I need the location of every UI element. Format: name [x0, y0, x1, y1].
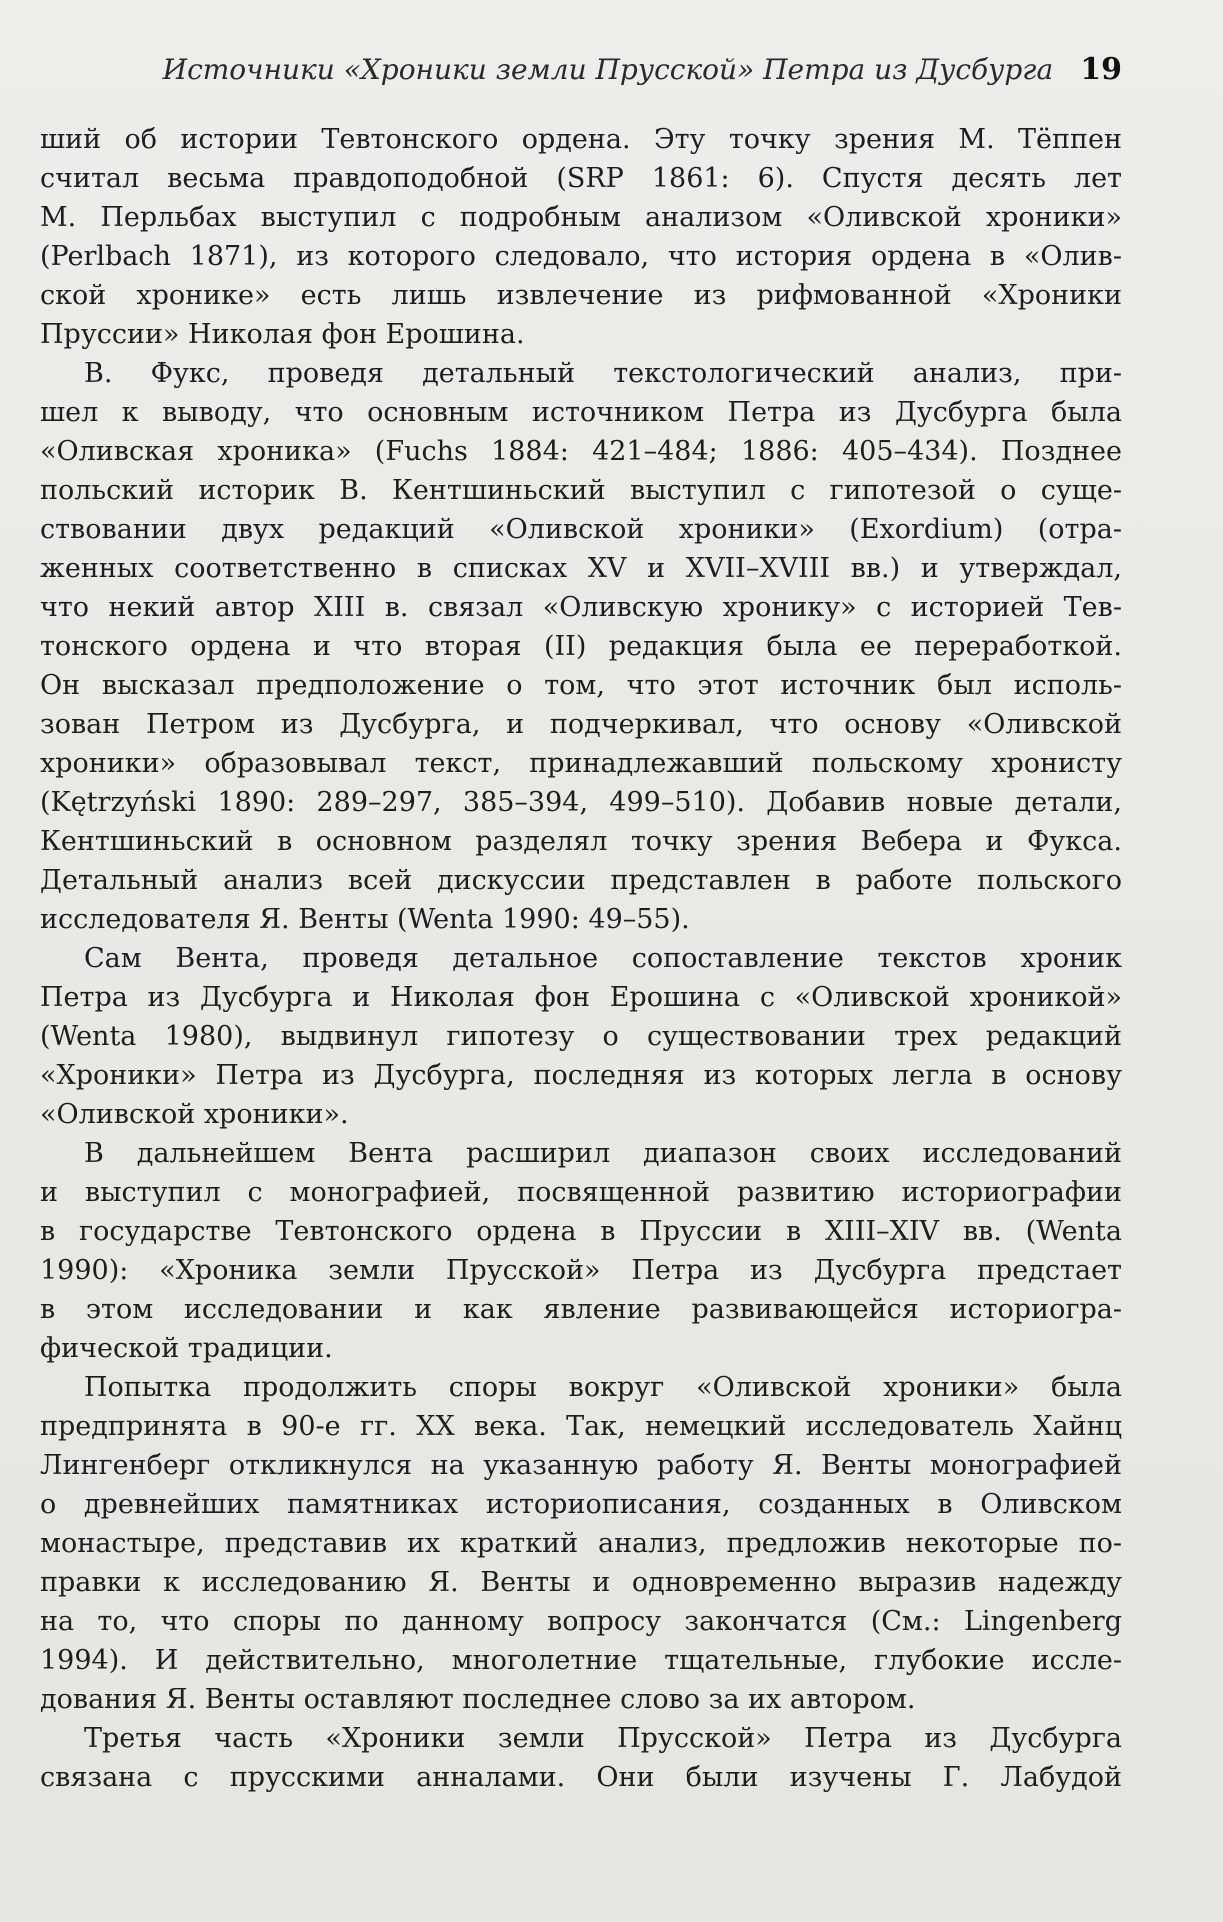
text-line: ший об истории Тевтонского ордена. Эту точку зрения М. Тёппен	[40, 124, 1122, 155]
text-line: «Хроники» Петра из Дусбурга, последняя из которых легла в основу	[40, 1060, 1122, 1091]
text-line: В. Фукс, проведя детальный текстологический анализ, при-	[84, 358, 1122, 389]
text-line: Кентшиньский в основном разделял точку зрения Вебера и Фукса.	[40, 826, 1122, 857]
body-text	[40, 120, 1122, 1797]
paragraph	[40, 1134, 1122, 1368]
text-line: шел к выводу, что основным источником Петра из Дусбурга была	[40, 397, 1122, 428]
text-line: польский историк В. Кентшиньский выступил с гипотезой о суще-	[40, 475, 1122, 506]
text-line: предпринята в 90-е гг. XX века. Так, немецкий исследователь Хайнц	[40, 1411, 1122, 1442]
paragraph	[40, 1368, 1122, 1719]
running-head	[40, 52, 1122, 92]
paragraph	[40, 1719, 1122, 1797]
text-line: М. Перльбах выступил с подробным анализом «Оливской хроники»	[40, 202, 1122, 233]
text-line: 1990): «Хроника земли Прусской» Петра из Дусбурга предстает	[40, 1255, 1122, 1286]
text-line: считал весьма правдоподобной (SRP 1861: 6). Спустя десять лет	[40, 163, 1122, 194]
text-line: Сам Вента, проведя детальное сопоставление текстов хроник	[84, 943, 1122, 974]
text-line: Пруссии» Николая фон Ерошина.	[40, 319, 525, 350]
text-line: правки к исследованию Я. Венты и одновременно выразив надежду	[40, 1567, 1122, 1598]
text-line: в этом исследовании и как явление развивающейся историогра-	[40, 1294, 1122, 1325]
text-line: дования Я. Венты оставляют последнее слово за их автором.	[40, 1684, 916, 1715]
text-line: хроники» образовывал текст, принадлежавший польскому хронисту	[40, 748, 1122, 779]
text-line: ствовании двух редакций «Оливской хроники» (Exordium) (отра-	[40, 514, 1122, 545]
text-line: Лингенберг откликнулся на указанную работу Я. Венты монографией	[40, 1450, 1122, 1481]
text-line: Попытка продолжить споры вокруг «Оливской хроники» была	[84, 1372, 1122, 1403]
text-line: тонского ордена и что вторая (II) редакция была ее переработкой.	[40, 631, 1122, 662]
page-number: 19	[1080, 52, 1122, 87]
text-line: «Оливская хроника» (Fuchs 1884: 421–484; 1886: 405–434). Позднее	[40, 436, 1122, 467]
text-line: 1994). И действительно, многолетние тщательные, глубокие иссле-	[40, 1645, 1122, 1676]
running-head-title: Источники «Хроники земли Прусской» Петра из Дусбурга	[162, 53, 1054, 86]
paragraph	[40, 120, 1122, 354]
text-line: Он высказал предположение о том, что этот источник был исполь-	[40, 670, 1122, 701]
text-line: что некий автор XIII в. связал «Оливскую хронику» с историей Тев-	[40, 592, 1122, 623]
text-line: и выступил с монографией, посвященной развитию историографии	[40, 1177, 1122, 1208]
text-line: Детальный анализ всей дискуссии представлен в работе польского	[40, 865, 1122, 896]
paragraph	[40, 354, 1122, 939]
text-line: (Kętrzyński 1890: 289–297, 385–394, 499–510). Добавив новые детали,	[40, 787, 1122, 818]
text-line: связана с прусскими анналами. Они были изучены Г. Лабудой	[40, 1762, 1122, 1793]
text-line: фической традиции.	[40, 1333, 333, 1364]
text-line: (Wenta 1980), выдвинул гипотезу о существовании трех редакций	[40, 1021, 1122, 1052]
text-line: в государстве Тевтонского ордена в Пруссии в XIII–XIV вв. (Wenta	[40, 1216, 1122, 1247]
text-line: женных соответственно в списках XV и XVII–XVIII вв.) и утверждал,	[40, 553, 1122, 584]
text-line: В дальнейшем Вента расширил диапазон своих исследований	[84, 1138, 1122, 1169]
text-line: о древнейших памятниках историописания, созданных в Оливском	[40, 1489, 1122, 1520]
text-line: на то, что споры по данному вопросу закончатся (См.: Lingenberg	[40, 1606, 1122, 1637]
text-line: (Perlbach 1871), из которого следовало, что история ордена в «Олив-	[40, 241, 1122, 272]
text-line: ской хронике» есть лишь извлечение из рифмованной «Хроники	[40, 280, 1122, 311]
text-line: Петра из Дусбурга и Николая фон Ерошина с «Оливской хроникой»	[40, 982, 1122, 1013]
text-line: монастыре, представив их краткий анализ, предложив некоторые по-	[40, 1528, 1122, 1559]
text-line: «Оливской хроники».	[40, 1099, 349, 1130]
text-line: зован Петром из Дусбурга, и подчеркивал, что основу «Оливской	[40, 709, 1122, 740]
paragraph	[40, 939, 1122, 1134]
text-line: исследователя Я. Венты (Wenta 1990: 49–55).	[40, 904, 690, 935]
text-line: Третья часть «Хроники земли Прусской» Петра из Дусбурга	[84, 1723, 1122, 1754]
